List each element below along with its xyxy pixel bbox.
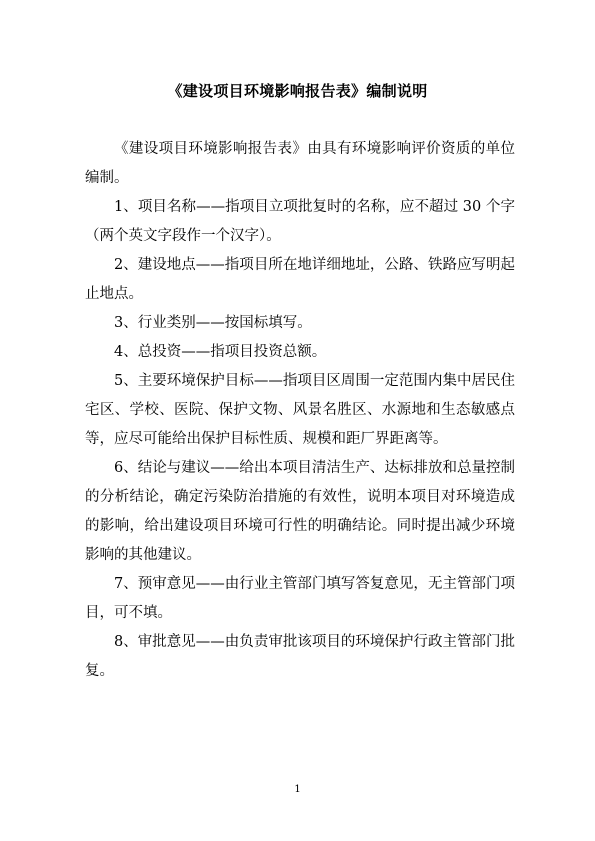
paragraph-item-5: 5、主要环境保护目标——指项目区周围一定范围内集中居民住宅区、学校、医院、保护文物、风景名胜区、水源地和生态敏感点等，应尽可能给出保护目标性质、规模和距厂界距离等。 xyxy=(85,373,515,447)
document-body xyxy=(85,135,515,686)
paragraph-item-4: 4、总投资——指项目投资总额。 xyxy=(114,344,327,360)
document-title: 《建设项目环境影响报告表》编制说明 xyxy=(167,82,428,100)
paragraph-item-6: 6、结论与建议——给出本项目清洁生产、达标排放和总量控制的分析结论，确定污染防治措施的有效性，说明本项目对环境造成的影响，给出建设项目环境可行性的明确结论。同时提出减少环境影响的其他建议。 xyxy=(85,460,515,563)
page-number: 1 xyxy=(294,784,301,795)
paragraph-item-2: 2、建设地点——指项目所在地详细地址，公路、铁路应写明起止地点。 xyxy=(85,257,515,302)
paragraph-intro: 《建设项目环境影响报告表》由具有环境影响评价资质的单位编制。 xyxy=(85,141,515,186)
paragraph-item-8: 8、审批意见——由负责审批该项目的环境保护行政主管部门批复。 xyxy=(85,634,515,679)
paragraph-item-1: 1、项目名称——指项目立项批复时的名称，应不超过 30 个字（两个英文字段作一个汉字）。 xyxy=(85,199,515,244)
paragraph-item-3: 3、行业类别——按国标填写。 xyxy=(114,315,312,331)
paragraph-item-7: 7、预审意见——由行业主管部门填写答复意见，无主管部门项目，可不填。 xyxy=(85,576,515,621)
